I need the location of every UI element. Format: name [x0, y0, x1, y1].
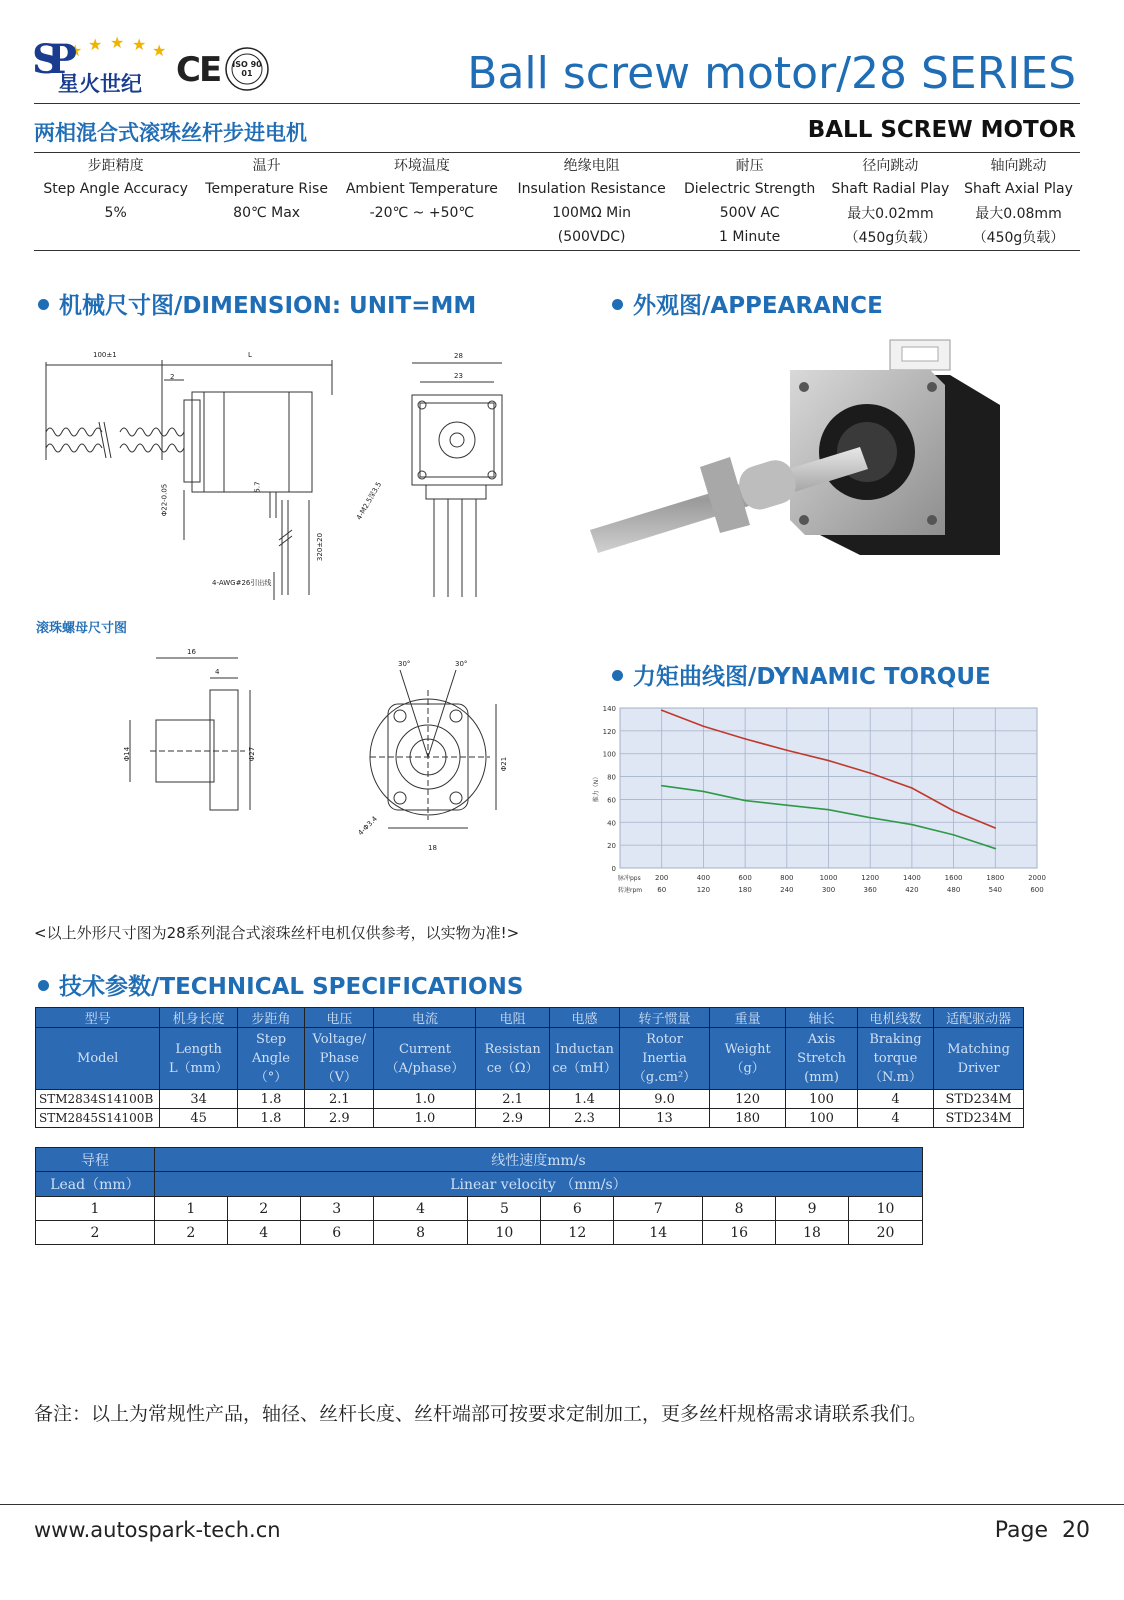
dim-L: L [248, 351, 252, 359]
spec-header-line: Resistan [484, 1041, 541, 1057]
spec-cell: 45 [160, 1109, 237, 1128]
spec-cell: STM2834S14100B [36, 1090, 160, 1109]
lead-row [36, 1197, 923, 1221]
appearance-heading: 外观图/APPEARANCE [612, 287, 883, 320]
data-point [744, 738, 746, 740]
lead-cell: 3 [300, 1197, 373, 1221]
param-value: 80℃ Max [233, 205, 301, 221]
lead-cell: 8 [703, 1197, 776, 1221]
param-value2: 1 Minute [719, 229, 781, 245]
dim-awg: 4-AWG#26引出线 [212, 579, 272, 587]
x-tick-label-pps: 400 [696, 874, 711, 882]
spec-cell: 2.9 [305, 1109, 374, 1128]
params-en-row [34, 177, 1080, 201]
spec-header-cn: 电阻 [476, 1008, 549, 1028]
motor-front-view-drawing [404, 355, 514, 605]
spec-header-line: Current [398, 1041, 451, 1057]
spec-cell: 13 [620, 1109, 710, 1128]
x-tick-label-pps: 2000 [1028, 874, 1046, 882]
specs-heading: 技术参数/TECHNICAL SPECIFICATIONS [38, 968, 523, 1001]
bullet-icon [38, 299, 49, 310]
x-tick-label-rpm: 540 [988, 886, 1002, 894]
spec-header-line: （°） [254, 1070, 288, 1085]
spec-header-line: （N.m） [868, 1070, 922, 1085]
disclaimer: <以上外形尺寸图为28系列混合式滚珠丝杆电机仅供参考，以实物为准!> [34, 924, 520, 942]
x-tick-label-pps: 600 [738, 874, 752, 882]
lead-cell: 14 [614, 1221, 703, 1245]
lead-cell: 9 [776, 1197, 849, 1221]
lead-cell: 8 [373, 1221, 468, 1245]
page-number [995, 1518, 1090, 1543]
ce-mark: CE [176, 50, 221, 90]
spec-header-cn: 适配驱动器 [934, 1008, 1024, 1028]
spec-header-cn: 型号 [36, 1008, 160, 1028]
spec-header-en [857, 1028, 933, 1090]
y-tick-label: 60 [607, 796, 616, 805]
lead-cell: 1 [154, 1197, 227, 1221]
spec-header-line: Stretch [797, 1051, 847, 1066]
spec-header-cn: 电流 [374, 1008, 476, 1028]
dim-m25: 4-M2.5深3.5 [355, 480, 384, 522]
lead-cell: 20 [849, 1221, 923, 1245]
spec-header-en [709, 1028, 785, 1090]
spec-cell: 1.4 [549, 1090, 619, 1109]
spec-table [35, 1007, 1024, 1128]
param-en: Step Angle Accuracy [43, 181, 188, 197]
lead-row [36, 1221, 923, 1245]
iso-text: ISO 9001 [232, 60, 262, 78]
dim-23: 23 [454, 372, 463, 380]
dim-100: 100±1 [93, 351, 117, 359]
spec-header-line: Voltage/ [312, 1032, 367, 1047]
footer-website[interactable]: www.autospark-tech.cn [34, 1518, 281, 1542]
lead-cell: 16 [703, 1221, 776, 1245]
lead-cell: 7 [614, 1197, 703, 1221]
param-value: -20℃ ~ +50℃ [369, 205, 475, 221]
spec-header-cn: 转子惯量 [620, 1008, 710, 1028]
x-tick-label-pps: 800 [780, 874, 794, 882]
param-value: 500V AC [719, 205, 780, 221]
param-cn: 环境温度 [393, 158, 450, 174]
spec-header-line: Weight [724, 1041, 771, 1057]
spec-header-en [934, 1028, 1024, 1090]
bullet-icon [38, 980, 49, 991]
spec-cell: 9.0 [620, 1090, 710, 1109]
logo-letters: SP [32, 36, 63, 83]
spec-header-cn: 轴长 [786, 1008, 857, 1028]
param-en: Ambient Temperature [345, 181, 498, 197]
lead-cell: 12 [541, 1221, 614, 1245]
spec-cell: 4 [857, 1090, 933, 1109]
spec-header-line: ce（Ω） [486, 1060, 539, 1076]
x-tick-label-rpm: 600 [1030, 886, 1044, 894]
subtitle-cn: 两相混合式滚珠丝杆步进电机 [34, 121, 307, 145]
param-cn: 耐压 [735, 158, 764, 174]
lead-cell: 6 [541, 1197, 614, 1221]
param-en: Dielectric Strength [683, 181, 816, 197]
param-value: 最大0.08mm [975, 206, 1062, 222]
param-en: Insulation Resistance [517, 181, 666, 197]
nut-dim-30b: 30° [455, 660, 468, 668]
x-tick-label-rpm: 420 [905, 886, 919, 894]
general-params-table [34, 153, 1080, 249]
spec-header-line: Inductan [555, 1041, 614, 1057]
svg-text:★: ★ [132, 35, 147, 54]
data-point [828, 809, 830, 811]
params-value-row [34, 201, 1080, 225]
spec-cell: 2.3 [549, 1109, 619, 1128]
spec-header-en [620, 1028, 710, 1090]
svg-text:★: ★ [68, 41, 83, 60]
spec-header-line: Rotor [646, 1032, 683, 1047]
spec-header-line: ce（mH） [552, 1060, 617, 1076]
spec-header-cn: 电机线数 [857, 1008, 933, 1028]
spec-cell: STM2845S14100B [36, 1109, 160, 1128]
spec-header-line: torque [873, 1051, 918, 1066]
spec-cell: 34 [160, 1090, 237, 1109]
spec-cell: STD234M [934, 1109, 1024, 1128]
torque-heading: 力矩曲线图/DYNAMIC TORQUE [612, 658, 991, 691]
y-axis-label: 推力（N） [593, 773, 600, 803]
y-tick-label: 100 [602, 750, 616, 759]
spec-header-line: （V） [321, 1070, 358, 1085]
param-en: Shaft Radial Play [831, 181, 950, 197]
nut-caption: 滚珠螺母尺寸图 [36, 621, 128, 636]
spec-header-en [160, 1028, 237, 1090]
spec-header-line: Driver [957, 1060, 1000, 1076]
lead-cell: 2 [36, 1221, 155, 1245]
velocity-header-en: Linear velocity （mm/s） [154, 1172, 922, 1197]
dim-28: 28 [454, 352, 463, 360]
dim-phi22: Φ22-0.05 [160, 483, 169, 517]
dim-lead-length: 320±20 [316, 532, 325, 562]
x-tick-label-rpm: 360 [863, 886, 877, 894]
svg-text:★: ★ [88, 35, 103, 54]
lead-cell: 4 [227, 1221, 300, 1245]
nut-dim-holes: 4-Φ3.4 [356, 814, 379, 838]
data-point [911, 787, 913, 789]
param-value: 5% [104, 205, 127, 221]
nut-dim-16: 16 [187, 648, 196, 656]
nut-dim-30a: 30° [398, 660, 411, 668]
data-point [786, 804, 788, 806]
data-point [953, 810, 955, 812]
spec-row [36, 1090, 1024, 1109]
y-tick-label: 80 [607, 773, 616, 782]
spec-header-line: （g.cm²） [632, 1070, 697, 1085]
data-point [703, 791, 705, 793]
spec-header-line: Inertia [642, 1051, 687, 1066]
param-value2: (500VDC) [557, 229, 626, 245]
spec-cell: 2.1 [305, 1090, 374, 1109]
dimension-heading: 机械尺寸图/DIMENSION: UNIT=MM [38, 287, 476, 320]
param-cn: 温升 [252, 158, 281, 174]
x-axis-label-rpm: 转速rpm [618, 887, 643, 894]
torque-chart [593, 705, 1060, 908]
params-value2-row [34, 225, 1080, 249]
x-tick-label-pps: 1600 [944, 874, 963, 882]
data-point [744, 800, 746, 802]
x-tick-label-rpm: 60 [657, 886, 667, 894]
nut-side-drawing [120, 650, 260, 830]
spec-header-en [549, 1028, 619, 1090]
spec-header-line: L（mm） [168, 1060, 229, 1076]
param-cn: 轴向跳动 [990, 158, 1047, 174]
spec-header-en [374, 1028, 476, 1090]
data-point [786, 749, 788, 751]
svg-text:★: ★ [152, 41, 167, 60]
lead-cell: 1 [36, 1197, 155, 1221]
logo-stars-icon [60, 33, 190, 60]
param-cn: 步距精度 [87, 158, 144, 174]
nut-dim-18: 18 [428, 844, 437, 852]
bullet-icon [612, 670, 623, 681]
param-cn: 绝缘电阻 [563, 158, 620, 174]
x-tick-label-pps: 1000 [819, 874, 838, 882]
spec-header-cn: 重量 [709, 1008, 785, 1028]
x-tick-label-rpm: 300 [821, 886, 836, 894]
spec-header-cn: 电压 [305, 1008, 374, 1028]
data-point [953, 834, 955, 836]
velocity-header-cn: 线性速度mm/s [154, 1148, 922, 1172]
param-value2 [336, 225, 508, 249]
spec-header-line: （A/phase） [385, 1060, 465, 1076]
spec-header-en [786, 1028, 857, 1090]
x-tick-label-rpm: 480 [946, 886, 961, 894]
y-tick-label: 40 [607, 819, 616, 828]
svg-text:★: ★ [110, 33, 125, 52]
spec-cell: 2.1 [476, 1090, 549, 1109]
nut-dim-phi14: Φ14 [123, 746, 132, 762]
spec-header-cn: 电感 [549, 1008, 619, 1028]
logo-text: 星火世纪 [58, 72, 142, 96]
dim-2: 2 [170, 373, 175, 381]
spec-header-en [36, 1028, 160, 1090]
page-label: Page [994, 1518, 1048, 1543]
data-point [661, 709, 663, 711]
data-point [828, 760, 830, 762]
spec-header-line: Angle [252, 1051, 290, 1066]
data-point [995, 827, 997, 829]
param-value: 100MΩ Min [552, 205, 632, 221]
brand-logo [32, 33, 167, 96]
lead-header-en: Lead（mm） [36, 1172, 155, 1197]
spec-cell: 1.8 [237, 1109, 304, 1128]
lead-header-cn: 导程 [36, 1148, 155, 1172]
x-axis-label-pps: 脉冲pps [618, 875, 641, 882]
spec-cell: 180 [709, 1109, 785, 1128]
spec-header-line: （g） [730, 1060, 765, 1076]
spec-header-line: Model [77, 1051, 119, 1066]
lead-cell: 4 [373, 1197, 468, 1221]
param-value2: （450g负载） [972, 230, 1065, 246]
x-tick-label-pps: 1200 [861, 874, 880, 882]
spec-cell: 100 [786, 1090, 857, 1109]
data-point [703, 725, 705, 727]
x-tick-label-rpm: 240 [780, 886, 794, 894]
spec-header-en [476, 1028, 549, 1090]
spec-header-line: Length [175, 1041, 222, 1057]
spec-cell: 120 [709, 1090, 785, 1109]
spec-row [36, 1109, 1024, 1128]
data-point [869, 772, 871, 774]
nut-dim-4: 4 [215, 668, 220, 676]
y-tick-label: 20 [607, 842, 616, 851]
x-tick-label-pps: 200 [655, 874, 669, 882]
param-en: Temperature Rise [205, 181, 328, 197]
dim-5-7: 5.7 [253, 481, 262, 493]
x-tick-label-rpm: 120 [696, 886, 711, 894]
param-value2: （450g负载） [844, 230, 937, 246]
data-point [661, 785, 663, 787]
page-num: 20 [1062, 1518, 1090, 1543]
lead-cell: 5 [468, 1197, 541, 1221]
nut-front-drawing [370, 660, 520, 840]
y-tick-label: 0 [611, 865, 616, 873]
lead-cell: 2 [154, 1221, 227, 1245]
y-tick-label: 120 [602, 727, 616, 736]
spec-header-line: Phase [319, 1051, 359, 1066]
lead-table [35, 1147, 923, 1245]
data-point [911, 824, 913, 826]
spec-cell: 4 [857, 1109, 933, 1128]
lead-cell: 10 [849, 1197, 923, 1221]
param-cn: 径向跳动 [862, 158, 919, 174]
page-title: Ball screw motor/28 SERIES [467, 48, 1076, 99]
spec-header-en [305, 1028, 374, 1090]
spec-header-line: Matching [947, 1041, 1010, 1057]
spec-cell: 1.0 [374, 1090, 476, 1109]
param-value2 [34, 225, 197, 249]
lead-cell: 6 [300, 1221, 373, 1245]
nut-dim-phi27: Φ27 [248, 746, 257, 762]
param-value2 [197, 225, 336, 249]
x-tick-label-rpm: 180 [738, 886, 752, 894]
param-en: Shaft Axial Play [964, 181, 1073, 197]
spec-cell: 100 [786, 1109, 857, 1128]
spec-header-cn: 步距角 [237, 1008, 304, 1028]
subtitle-en: BALL SCREW MOTOR [807, 117, 1076, 143]
x-tick-label-pps: 1800 [986, 874, 1005, 882]
spec-cell: 1.8 [237, 1090, 304, 1109]
data-point [869, 817, 871, 819]
lead-cell: 2 [227, 1197, 300, 1221]
lead-cell: 10 [468, 1221, 541, 1245]
bullet-icon [612, 299, 623, 310]
spec-header-line: Step [255, 1032, 287, 1047]
remark: 备注：以上为常规性产品，轴径、丝杆长度、丝杆端部可按要求定制加工，更多丝杆规格需求请联系我们。 [34, 1403, 928, 1425]
motor-photo [590, 335, 1020, 575]
y-tick-label: 140 [602, 705, 616, 713]
spec-header-en [237, 1028, 304, 1090]
spec-header-line: (mm) [804, 1070, 839, 1085]
nut-dim-phi21: Φ21 [500, 756, 509, 772]
params-cn-row [34, 153, 1080, 177]
spec-cell: STD234M [934, 1090, 1024, 1109]
lead-cell: 18 [776, 1221, 849, 1245]
data-point [995, 848, 997, 850]
spec-header-line: Braking [869, 1032, 922, 1047]
motor-side-view-drawing [34, 350, 354, 610]
x-tick-label-pps: 1400 [902, 874, 921, 882]
spec-header-cn: 机身长度 [160, 1008, 237, 1028]
spec-header-line: Axis [807, 1032, 836, 1047]
spec-cell: 1.0 [374, 1109, 476, 1128]
param-value: 最大0.02mm [847, 206, 934, 222]
spec-cell: 2.9 [476, 1109, 549, 1128]
